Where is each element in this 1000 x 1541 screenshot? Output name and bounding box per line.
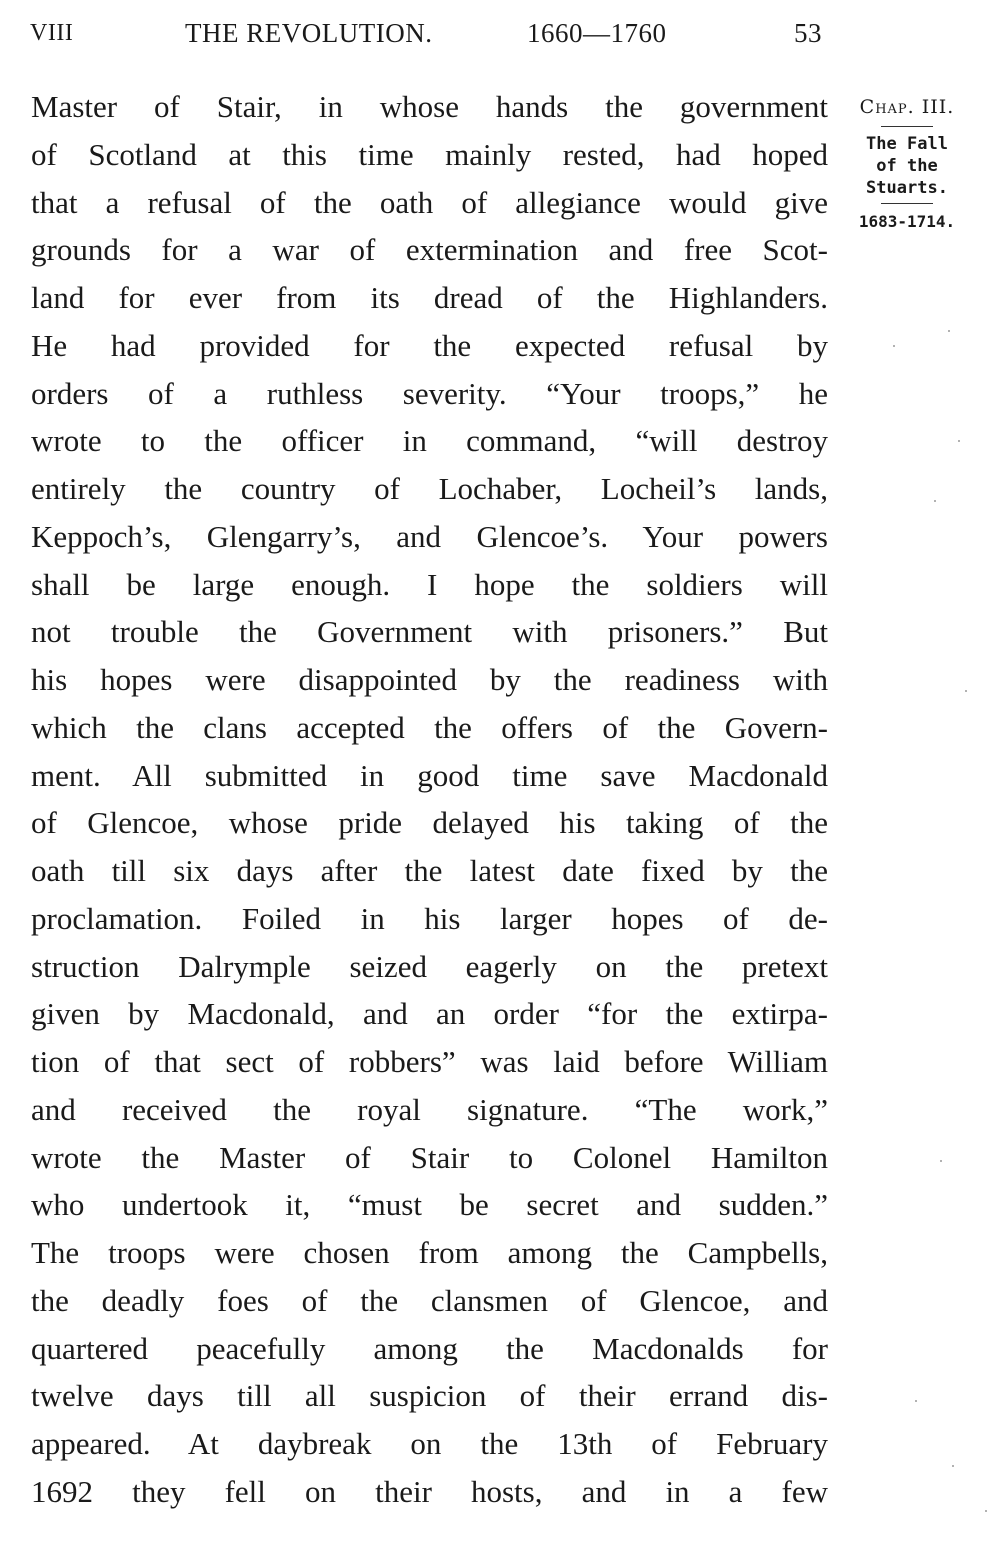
scan-speck xyxy=(958,440,960,442)
text-line: He had provided for the expected refusal by xyxy=(31,327,828,363)
text-line: grounds for a war of extermination and free Scot- xyxy=(31,232,828,268)
margin-section-title-line-2: of the xyxy=(876,156,938,176)
margin-section-title-line-1: The Fall xyxy=(866,134,948,154)
text-line: Keppoch’s, Glengarry’s, and Glencoe’s. Your powers xyxy=(31,518,828,554)
text-line: quartered peacefully among the Macdonalds for xyxy=(31,1330,828,1366)
text-line: his hopes were disappointed by the readiness with xyxy=(31,662,828,697)
header-book-title: THE REVOLUTION. xyxy=(185,18,433,48)
body-text xyxy=(31,83,828,1516)
text-line: ment. All submitted in good time save Macdonald xyxy=(31,757,828,793)
marginal-notes xyxy=(842,92,972,234)
scan-speck xyxy=(948,330,950,332)
scan-speck xyxy=(915,1400,917,1402)
text-line: the deadly foes of the clansmen of Glencoe, and xyxy=(31,1282,828,1318)
scan-speck xyxy=(952,1465,954,1467)
text-line: and received the royal signature. “The work,” xyxy=(31,1091,828,1127)
text-line: land for ever from its dread of the Highlanders. xyxy=(31,280,828,315)
text-line: proclamation. Foiled in his larger hopes of de- xyxy=(31,900,828,936)
text-line: given by Macdonald, and an order “for the extirpa- xyxy=(31,996,828,1032)
margin-chapter-label: Chap. III. xyxy=(859,96,955,118)
text-line: of Scotland at this time mainly rested, had hoped xyxy=(31,136,828,172)
margin-divider xyxy=(881,126,933,127)
text-line: that a refusal of the oath of allegiance would give xyxy=(31,184,828,220)
text-line: Master of Stair, in whose hands the government xyxy=(31,89,828,124)
text-line: wrote the Master of Stair to Colonel Hamilton xyxy=(31,1139,828,1175)
text-line: twelve days till all suspicion of their errand dis- xyxy=(31,1378,828,1414)
text-line: oath till six days after the latest date fixed by the xyxy=(31,853,828,888)
margin-date-range: 1683-1714. xyxy=(858,212,956,231)
scan-speck xyxy=(893,345,895,347)
header-chapter-number: VIII xyxy=(30,20,74,46)
text-line: tion of that sect of robbers” was laid before William xyxy=(31,1044,828,1079)
text-line: of Glencoe, whose pride delayed his taking of the xyxy=(31,805,828,841)
text-line: appeared. At daybreak on the 13th of February xyxy=(31,1426,828,1461)
scan-speck xyxy=(985,1510,987,1512)
text-line: who undertook it, “must be secret and sudden.” xyxy=(31,1187,828,1223)
text-line: orders of a ruthless severity. “Your troops,” he xyxy=(31,375,828,411)
margin-divider xyxy=(881,203,933,204)
header-page-number: 53 xyxy=(794,18,822,48)
text-line: wrote to the officer in command, “will destroy xyxy=(31,423,828,459)
scan-speck xyxy=(934,500,936,502)
text-line: struction Dalrymple seized eagerly on the pretext xyxy=(31,948,828,984)
margin-section-title-line-3: Stuarts. xyxy=(866,178,948,198)
scan-speck xyxy=(940,1160,942,1162)
text-line: 1692 they fell on their hosts, and in a few xyxy=(31,1473,828,1509)
header-date-range: 1660—1760 xyxy=(527,18,667,48)
text-line: The troops were chosen from among the Campbells, xyxy=(31,1235,828,1270)
scan-speck xyxy=(965,690,967,692)
running-header xyxy=(30,18,830,52)
text-line: shall be large enough. I hope the soldiers will xyxy=(31,566,828,602)
text-line: entirely the country of Lochaber, Locheil’s lands, xyxy=(31,471,828,506)
text-line: which the clans accepted the offers of the Govern- xyxy=(31,709,828,745)
text-line: not trouble the Government with prisoners.” But xyxy=(31,614,828,650)
